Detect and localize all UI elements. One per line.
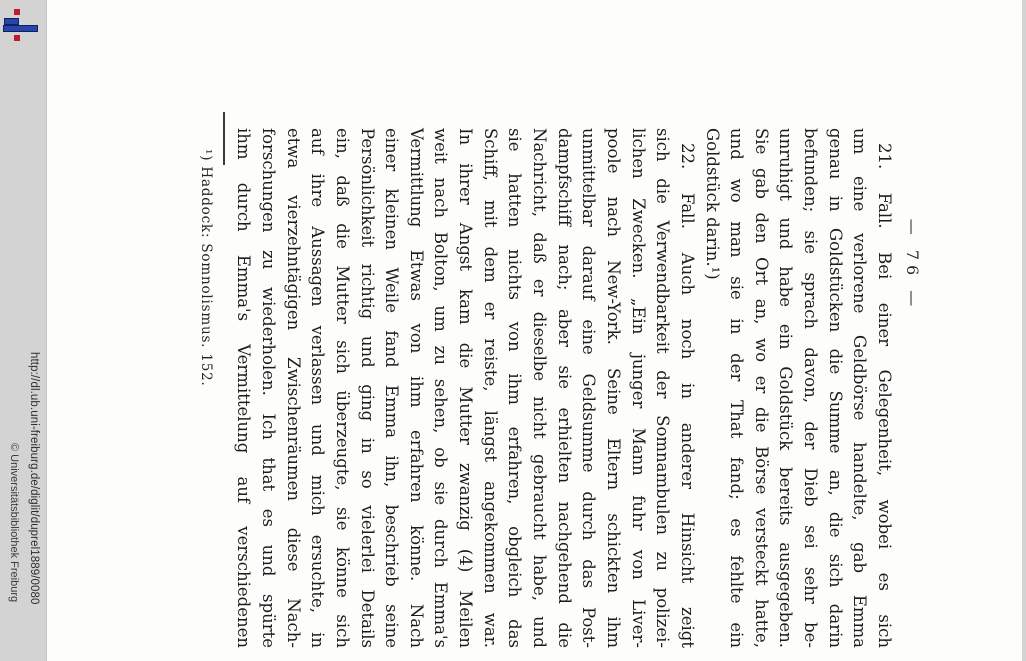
body-text-line: um eine verlorene Geldbörse handelte, gab Emma bbox=[850, 128, 870, 648]
body-text-line: Nachricht, daß er dieselbe nicht gebraucht habe, und bbox=[530, 128, 550, 648]
body-text-line: weit nach Bolton, um zu sehen, ob sie durch Emma's bbox=[431, 128, 451, 648]
body-text-line: In ihrer Angst kam die Mutter zwanzig (4) Meilen bbox=[456, 128, 476, 648]
body-text-line: etwa vierzehntägigen Zwischenräumen diese Nach- bbox=[283, 128, 303, 648]
scanned-page bbox=[46, 0, 1022, 661]
ub-freiburg-logo-icon bbox=[0, 0, 46, 50]
body-text-line: genau in Goldstücken die Summe an, die sich darin bbox=[825, 128, 845, 648]
body-text-line: Vermittlung Etwas von ihm erfahren könne. Nach bbox=[406, 128, 426, 648]
logo-blue-bar-long bbox=[3, 25, 38, 32]
body-text-line: forschungen zu wiederholen. Ich that es und spürte bbox=[258, 128, 278, 648]
logo-red-square-bottom bbox=[14, 35, 20, 41]
body-text-line: sich die Verwendbarkeit der Somnambulen zu polizei- bbox=[653, 128, 673, 648]
footnote-separator-rule bbox=[224, 112, 226, 165]
copyright-label: © Universitätsbibliothek Freiburg bbox=[8, 443, 20, 603]
body-text-line: Persönlichkeit richtig und ging in so vielerlei Details bbox=[357, 128, 377, 648]
body-text-line: 22. Fall. Auch noch in anderer Hinsicht zeigt bbox=[677, 143, 697, 648]
viewer-right-strip bbox=[1022, 0, 1026, 661]
body-text-line: auf ihre Aussagen verlassen und mich ersuchte, in bbox=[308, 128, 328, 648]
body-text-line: poole nach New-York. Seine Eltern schickten ihm bbox=[603, 128, 623, 648]
body-text-line: sie hatten nichts von ihm erfahren, obgleich das bbox=[505, 128, 525, 648]
footnote-text: ¹) Haddock: Somnolismus. 152. bbox=[198, 149, 214, 387]
body-text-line: und wo man sie in der That fand; es fehlte ein bbox=[727, 128, 747, 648]
library-url-label: http://dl.ub.uni-freiburg.de/diglit/duprel1889/0080 bbox=[28, 352, 40, 605]
body-text-line: ihm durch Emma's Vermittelung auf verschiedenen bbox=[234, 128, 254, 648]
page-number: — 76 — bbox=[903, 218, 922, 312]
logo-blue-bar-short bbox=[4, 18, 19, 25]
body-text-line: Schiff, mit dem er reiste, längst angekommen war. bbox=[480, 128, 500, 648]
body-text-line: Goldstück darin.¹) bbox=[702, 128, 722, 280]
body-text-line: befunden; sie sprach davon, der Dieb sei sehr be- bbox=[801, 128, 821, 648]
body-text-line: dampfschiff nach; aber sie erhielten nachgehend die bbox=[554, 128, 574, 648]
body-text bbox=[231, 128, 896, 648]
body-text-line: einer kleinen Weile fand Emma ihn, beschrieb seine bbox=[382, 128, 402, 648]
body-text-line: 21. Fall. Bei einer Gelegenheit, wobei es sich bbox=[875, 143, 894, 648]
viewer-sidebar-strip bbox=[0, 0, 47, 661]
logo-red-square-top bbox=[14, 9, 20, 15]
body-text-line: Sie gab den Ort an, wo er die Börse versteckt hatte, bbox=[751, 128, 771, 648]
body-text-line: unruhigt und habe ein Goldstück bereits ausgegeben. bbox=[776, 128, 796, 648]
body-text-line: unmittelbar darauf eine Geldsumme durch das Post- bbox=[579, 128, 599, 648]
body-text-line: lichen Zwecken. „Ein junger Mann fuhr von Liver- bbox=[628, 128, 648, 648]
body-text-line: ein, daß die Mutter sich überzeugte, sie könne sich bbox=[332, 128, 352, 648]
